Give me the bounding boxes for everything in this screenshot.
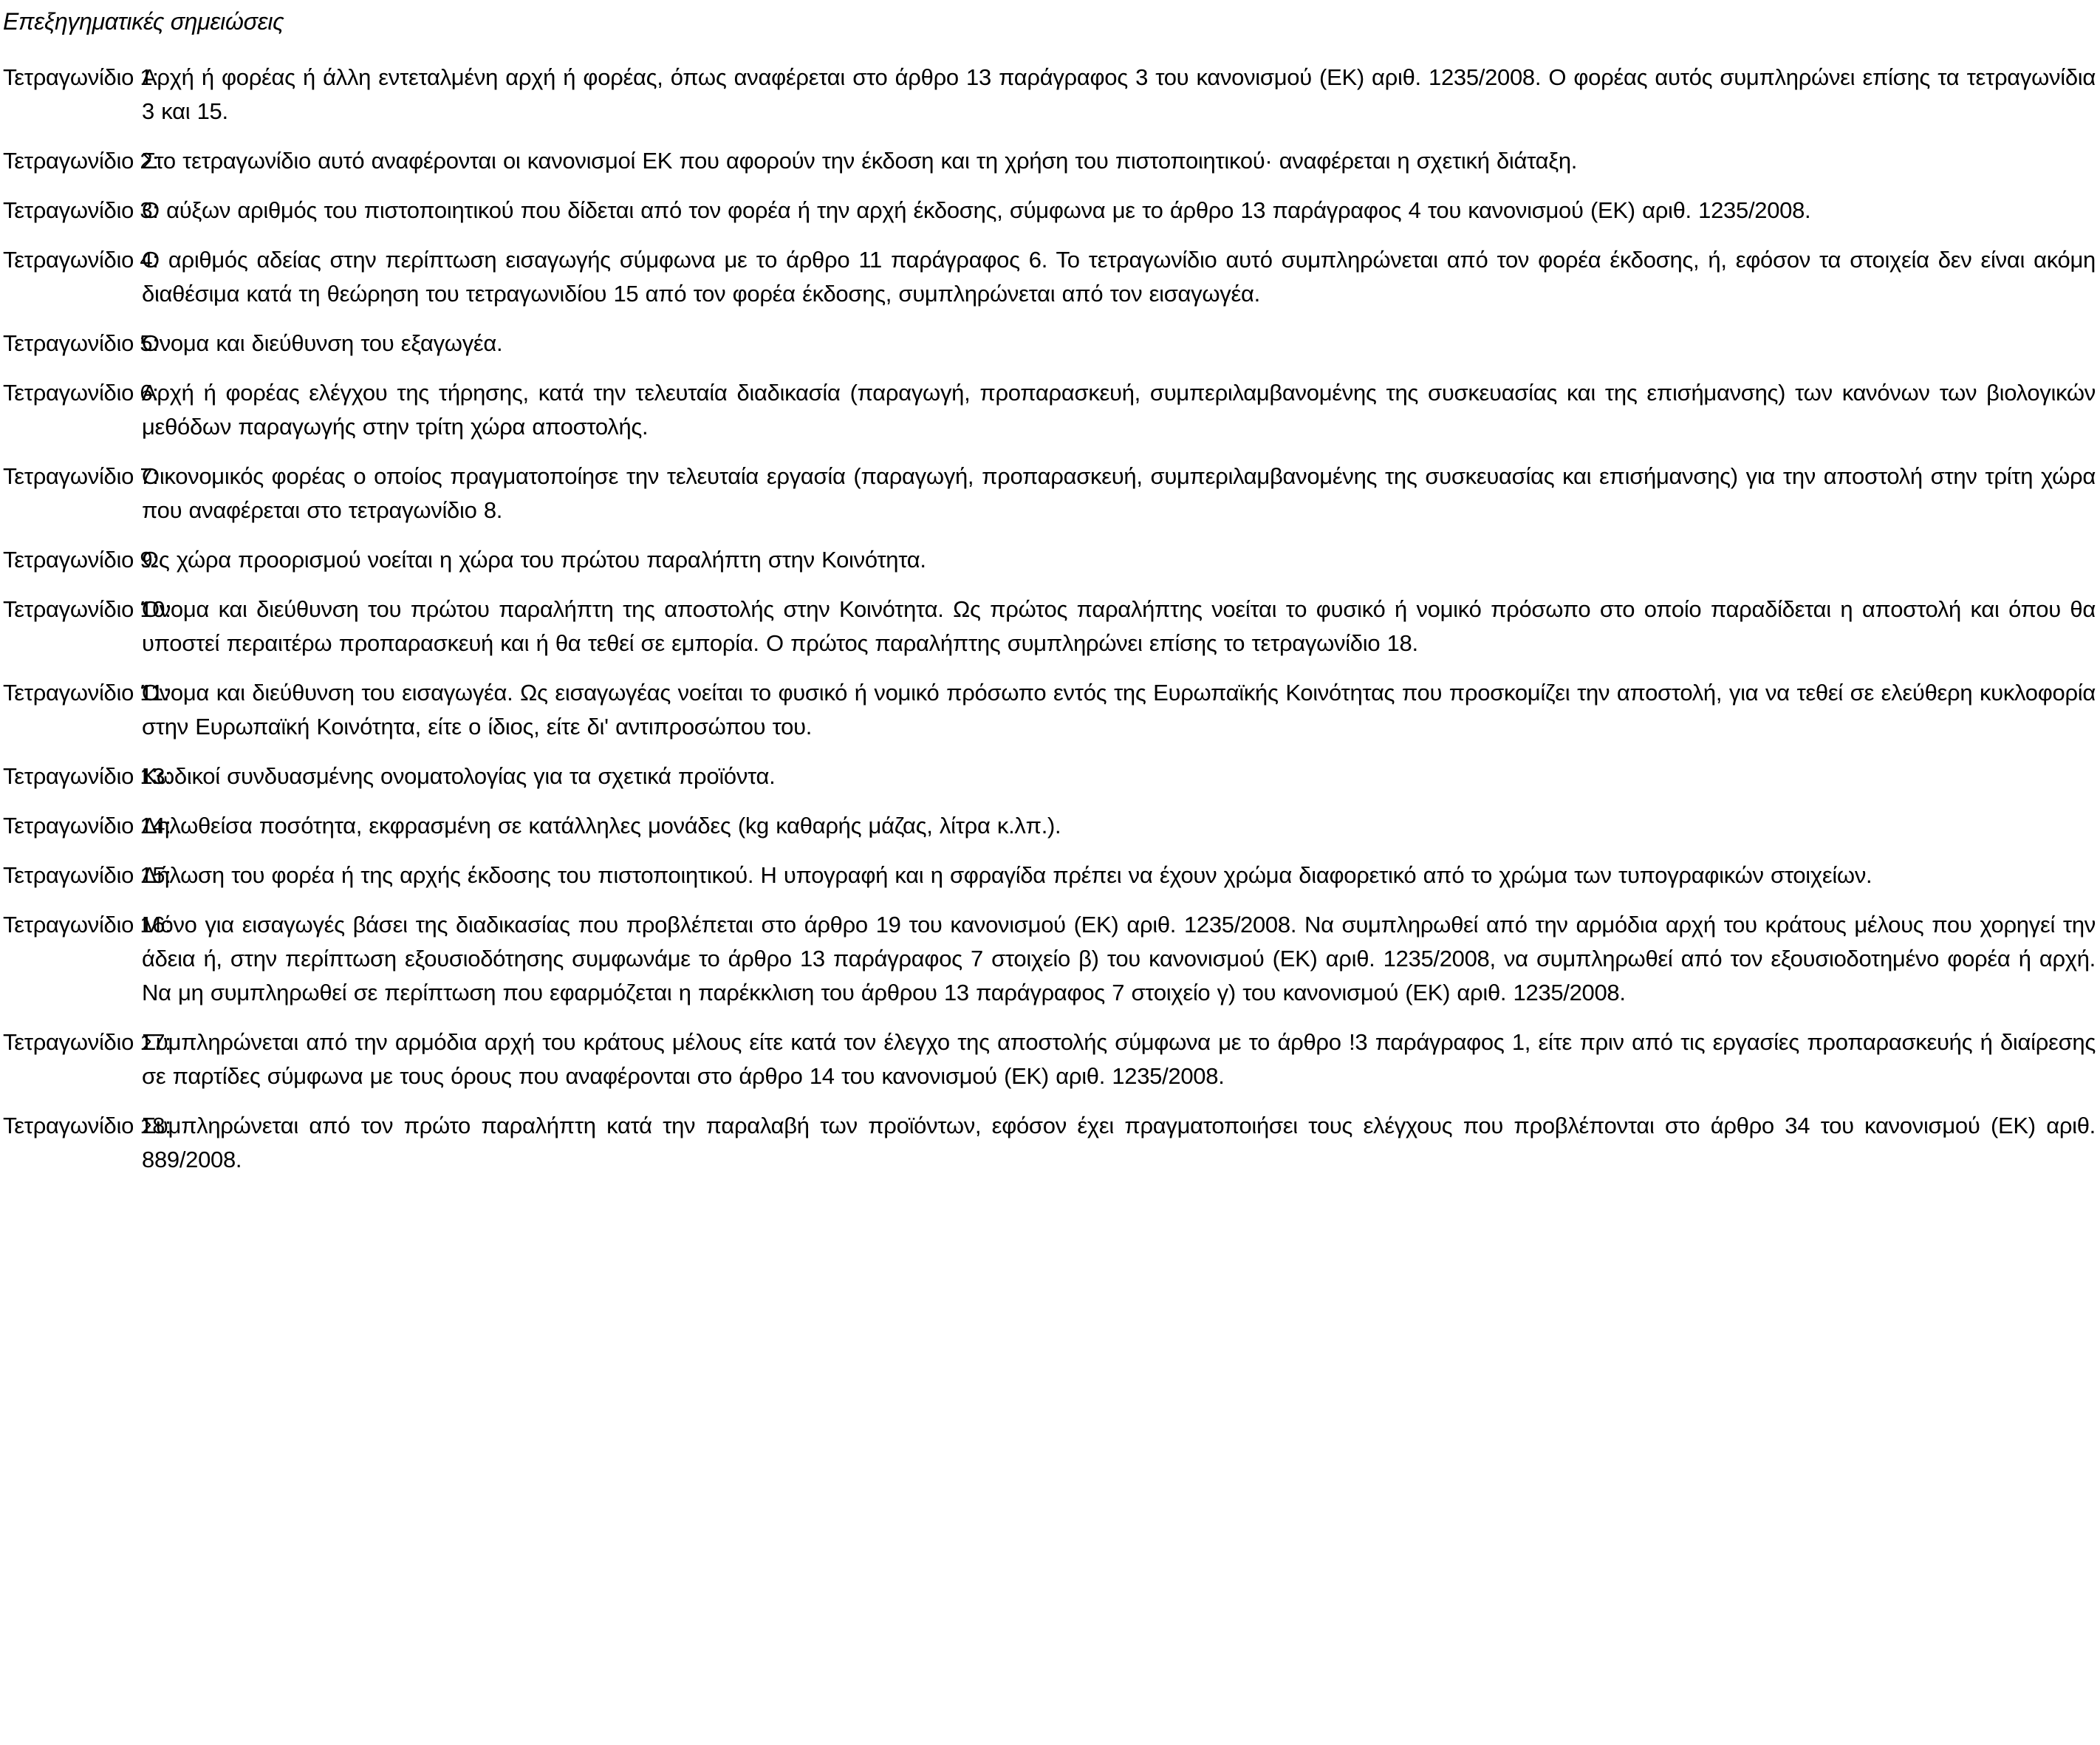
note-text: Συμπληρώνεται από τον πρώτο παραλήπτη κατά την παραλαβή των προϊόντων, εφόσον έχει πραγματοποιήσει τους ελέγχους που προβλέπονται στο άρθρο 34 του κανονισμού (ΕΚ) αριθ. 889/2008.: [142, 1113, 2096, 1173]
note-row: [3, 759, 2096, 793]
note-row: [3, 1109, 2096, 1177]
note-label: Τετραγωνίδιο 6:: [3, 380, 159, 406]
note-label: Τετραγωνίδιο 2:: [3, 148, 159, 174]
note-text: Όνομα και διεύθυνση του πρώτου παραλήπτη της αποστολής στην Κοινότητα. Ως πρώτος παραλήπτης νοείται το φυσικό ή νομικό πρόσωπο στο οποίο παραδίδεται η αποστολή και όπου θα υποστεί περαιτέρω προπαρασκευή και ή θα τεθεί σε εμπορία. Ο πρώτος παραλήπτης συμπληρώνει επίσης το τετραγωνίδιο 18.: [142, 596, 2096, 657]
note-label: Τετραγωνίδιο 1:: [3, 64, 159, 91]
note-label: Τετραγωνίδιο 10:: [3, 596, 171, 623]
note-text: Μόνο για εισαγωγές βάσει της διαδικασίας που προβλέπεται στο άρθρο 19 του κανονισμού (ΕΚ) αριθ. 1235/2008. Να συμπληρωθεί από την αρμόδια αρχή του κράτους μέλους που χορηγεί την άδεια ή, στην περίπτωση εξουσιοδότησης συμφωνάμε το άρθρο 13 παράγραφος 7 στοιχείο β) του κανονισμού (ΕΚ) αριθ. 1235/2008, να συμπληρωθεί από τον εξουσιοδοτημένο φορέα ή αρχή. Να μη συμπληρωθεί σε περίπτωση που εφαρμόζεται η παρέκκλιση του άρθρου 13 παράγραφος 7 στοιχείο γ) του κανονισμού (ΕΚ) αριθ. 1235/2008.: [142, 912, 2096, 1006]
note-text: Αρχή ή φορέας ελέγχου της τήρησης, κατά την τελευταία διαδικασία (παραγωγή, προπαρασκευή, συμπεριλαμβανομένης της συσκευασίας και της επισήμανσης) των κανόνων των βιολογικών μεθόδων παραγωγής στην τρίτη χώρα αποστολής.: [142, 380, 2096, 440]
note-text: Δηλωθείσα ποσότητα, εκφρασμένη σε κατάλληλες μονάδες (kg καθαρής μάζας, λίτρα κ.λπ.).: [142, 813, 1061, 839]
note-label: Τετραγωνίδιο 5:: [3, 330, 159, 357]
note-row: [3, 1025, 2096, 1093]
note-label: Τετραγωνίδιο 13:: [3, 763, 171, 790]
note-row: [3, 858, 2096, 892]
note-label: Τετραγωνίδιο 17:: [3, 1029, 171, 1056]
note-text: Ο αριθμός αδείας στην περίπτωση εισαγωγής σύμφωνα με το άρθρο 11 παράγραφος 6. Το τετραγωνίδιο αυτό συμπληρώνεται από τον φορέα έκδοσης, ή, εφόσον τα στοιχεία δεν είναι ακόμη διαθέσιμα κατά τη θεώρηση του τετραγωνιδίου 15 από τον φορέα έκδοσης, συμπληρώνεται από τον εισαγωγέα.: [142, 247, 2096, 307]
note-text: Ο αύξων αριθμός του πιστοποιητικού που δίδεται από τον φορέα ή την αρχή έκδοσης, σύμφωνα με το άρθρο 13 παράγραφος 4 του κανονισμού (ΕΚ) αριθ. 1235/2008.: [142, 197, 1811, 224]
note-row: [3, 61, 2096, 129]
note-row: [3, 243, 2096, 311]
note-label: Τετραγωνίδιο 3:: [3, 197, 159, 224]
note-text: Αρχή ή φορέας ή άλλη εντεταλμένη αρχή ή φορέας, όπως αναφέρεται στο άρθρο 13 παράγραφος 3 του κανονισμού (ΕΚ) αριθ. 1235/2008. Ο φορέας αυτός συμπληρώνει επίσης τα τετραγωνίδια 3 και 15.: [142, 64, 2096, 125]
note-text: Κωδικοί συνδυασμένης ονοματολογίας για τα σχετικά προϊόντα.: [142, 763, 776, 790]
note-label: Τετραγωνίδιο 16:: [3, 912, 171, 938]
notes-list: [3, 61, 2096, 1177]
note-row: [3, 327, 2096, 361]
note-label: Τετραγωνίδιο 9:: [3, 547, 159, 573]
note-row: [3, 908, 2096, 1010]
page-title: Επεξηγηματικές σημειώσεις: [3, 8, 284, 35]
note-row: [3, 460, 2096, 527]
note-row: [3, 676, 2096, 744]
note-label: Τετραγωνίδιο 11:: [3, 680, 170, 706]
note-row: [3, 194, 2096, 228]
note-row: [3, 593, 2096, 660]
note-text: Δήλωση του φορέα ή της αρχής έκδοσης του πιστοποιητικού. Η υπογραφή και η σφραγίδα πρέπει να έχουν χρώμα διαφορετικό από το χρώμα των τυπογραφικών στοιχείων.: [142, 862, 1872, 889]
note-text: Οικονομικός φορέας ο οποίος πραγματοποίησε την τελευταία εργασία (παραγωγή, προπαρασκευή, συμπεριλαμβανομένης της συσκευασίας και επισήμανσης) για την αποστολή στην τρίτη χώρα που αναφέρεται στο τετραγωνίδιο 8.: [142, 463, 2096, 524]
note-label: Τετραγωνίδιο 7:: [3, 463, 159, 490]
note-text: Όνομα και διεύθυνση του εξαγωγέα.: [142, 330, 503, 357]
note-text: Συμπληρώνεται από την αρμόδια αρχή του κράτους μέλους είτε κατά τον έλεγχο της αποστολής σύμφωνα με το άρθρο !3 παράγραφος 1, είτε πριν από τις εργασίες προπαρασκευής ή διαίρεσης σε παρτίδες σύμφωνα με τους όρους που αναφέρονται στο άρθρο 14 του κανονισμού (ΕΚ) αριθ. 1235/2008.: [142, 1029, 2096, 1090]
note-row: [3, 376, 2096, 444]
note-row: [3, 809, 2096, 843]
note-label: Τετραγωνίδιο 18:: [3, 1113, 171, 1139]
note-text: Στο τετραγωνίδιο αυτό αναφέρονται οι κανονισμοί ΕΚ που αφορούν την έκδοση και τη χρήση του πιστοποιητικού· αναφέρεται η σχετική διάταξη.: [142, 148, 1578, 174]
note-text: Όνομα και διεύθυνση του εισαγωγέα. Ως εισαγωγέας νοείται το φυσικό ή νομικό πρόσωπο εντός της Ευρωπαϊκής Κοινότητας που προσκομίζει την αποστολή, για να τεθεί σε ελεύθερη κυκλοφορία στην Ευρωπαϊκή Κοινότητα, είτε ο ίδιος, είτε δι' αντιπροσώπου του.: [142, 680, 2096, 740]
note-text: Ως χώρα προορισμού νοείται η χώρα του πρώτου παραλήπτη στην Κοινότητα.: [142, 547, 926, 573]
note-row: [3, 543, 2096, 577]
note-label: Τετραγωνίδιο 14:: [3, 813, 171, 839]
note-label: Τετραγωνίδιο 4:: [3, 247, 159, 273]
note-row: [3, 144, 2096, 178]
note-label: Τετραγωνίδιο 15:: [3, 862, 171, 889]
